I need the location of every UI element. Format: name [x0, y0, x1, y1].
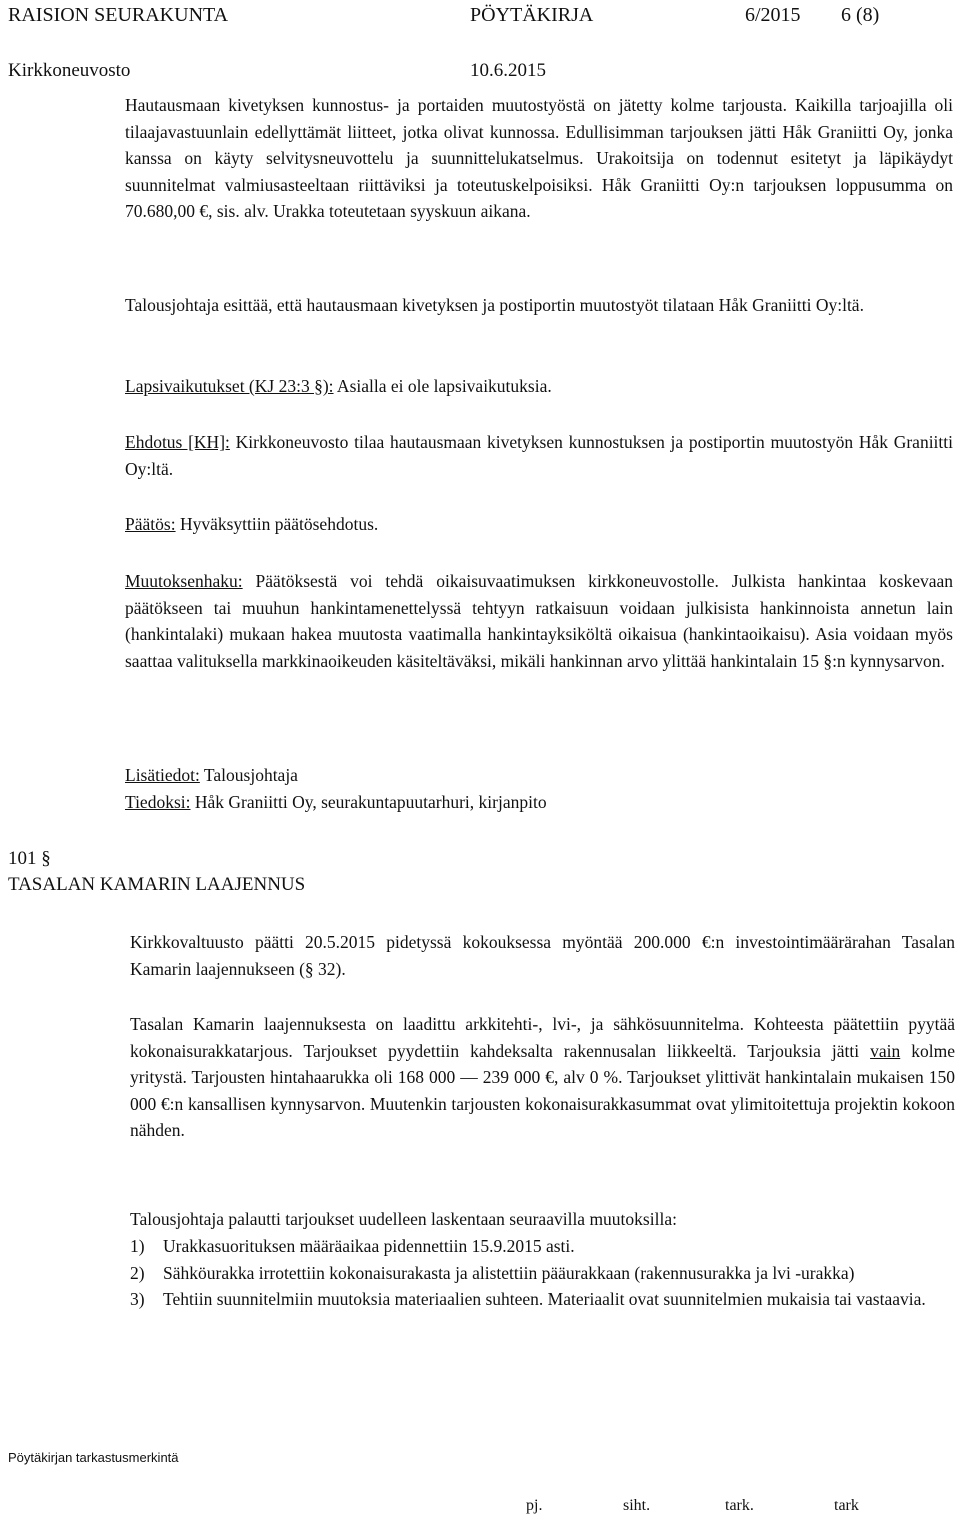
changes-list: [130, 1233, 955, 1313]
tender-results-emphasis: vain: [870, 1040, 901, 1061]
governing-body: Kirkkoneuvosto: [8, 60, 131, 81]
section-number: 101 §: [8, 848, 51, 869]
signature-chair: pj.: [526, 1497, 543, 1514]
info-text: Talousjohtaja: [199, 765, 298, 785]
meeting-number: 6/2015: [745, 4, 801, 26]
proposal-paragraph: [125, 429, 953, 482]
notify-label: Tiedoksi:: [125, 792, 191, 812]
list-item: [130, 1233, 955, 1260]
list-item-number: 3): [130, 1289, 145, 1309]
list-item-number: 1): [130, 1236, 145, 1256]
appeal-paragraph: [125, 568, 953, 674]
tender-results-text-b: kolme yritystä. Tarjousten hintahaarukka oli 168 000 — 239 000 €, alv 0 %. Tarjoukset ylittivät hankintalain mukaisen 150 000 €:n kansallisen kynnysarvon. Muutenkin tarjousten kokonaisurakkasummat ovat ylimitoitettuja projektin kokoon nähden.: [130, 1040, 955, 1140]
paragraph-changes-intro: Talousjohtaja palautti tarjoukset uudelleen laskentaan seuraavilla muutoksilla:: [130, 1209, 677, 1229]
paragraph-tenders: Hautausmaan kivetyksen kunnostus- ja portaiden muutostyöstä on jätetty kolme tarjousta. Kaikilla tarjoajilla oli tilaajavastuunlain edellyttämät liitteet, jotka olivat kunnossa. Edullisimman tarjouksen jätti Håk Graniitti Oy, jonka kanssa on käyty selvitysneuvottelu ja suunnittelukatselmus. Urakoitsija on todennut esitetyt ja läpikäydyt suunnitelmat valmiusasteeltaan riittäviksi ja toteutuskelpoisiksi. Håk Graniitti Oy:n tarjouksen loppusumma on 70.680,00 €, sis. alv. Urakka toteutetaan syyskuun aikana.: [125, 95, 953, 221]
info-line: [125, 762, 953, 789]
list-item-text: Urakkasuorituksen määräaikaa pidennettiin 15.9.2015 asti.: [163, 1236, 575, 1256]
info-label: Lisätiedot:: [125, 765, 200, 785]
section-title: TASALAN KAMARIN LAAJENNUS: [8, 874, 306, 895]
list-item-text: Sähköurakka irrotettiin kokonaisurakasta ja alistettiin pääurakkaan (rakennusurakka ja lvi -urakka): [163, 1262, 855, 1283]
paragraph-tender-results: [130, 1011, 955, 1144]
signature-reviewer-2: tark: [834, 1497, 859, 1514]
appeal-label: Muutoksenhaku:: [125, 571, 243, 591]
notify-line: [125, 789, 953, 816]
paragraph-budget: Kirkkovaltuusto päätti 20.5.2015 pidetyssä kokouksessa myöntää 200.000 €:n investointimäärärahan Tasalan Kamarin laajennukseen (§ 32).: [130, 932, 955, 979]
decision-line: [125, 511, 953, 538]
decision-text: Hyväksyttiin päätösehdotus.: [175, 514, 379, 534]
list-item-text: Tehtiin suunnitelmiin muutoksia materiaalien suhteen. Materiaalit ovat suunnitelmien mukaisia tai vastaavia.: [163, 1289, 926, 1309]
meeting-date: 10.6.2015: [470, 60, 546, 81]
proposal-text: Kirkkoneuvosto tilaa hautausmaan kivetyksen kunnostuksen ja postiportin muutostyön Håk Graniitti Oy:ltä.: [125, 432, 954, 479]
review-mark-label: Pöytäkirjan tarkastusmerkintä: [8, 1450, 179, 1465]
tender-results-text-a: Tasalan Kamarin laajennuksesta on laadittu arkkitehti-, lvi-, ja sähkösuunnitelma. Kohteesta päätettiin pyytää kokonaisurakkatarjous. Tarjoukset pyydettiin kahdeksalta rakennusalan liikkeeltä. Tarjouksia jätti: [130, 1014, 955, 1061]
child-impact-line: [125, 373, 953, 400]
proposal-label: Ehdotus [KH]:: [125, 432, 230, 452]
signature-secretary: siht.: [623, 1497, 651, 1514]
page-number: 6 (8): [841, 4, 880, 26]
organization-name: RAISION SEURAKUNTA: [8, 4, 229, 26]
child-impact-label: Lapsivaikutukset (KJ 23:3 §):: [125, 376, 334, 396]
decision-label: Päätös:: [125, 514, 176, 534]
document-type: PÖYTÄKIRJA: [470, 4, 594, 26]
signature-reviewer-1: tark.: [725, 1497, 754, 1514]
list-item: [130, 1260, 955, 1287]
list-item-number: 2): [130, 1262, 145, 1283]
appeal-text: Päätöksestä voi tehdä oikaisuvaatimuksen kirkkoneuvostolle. Julkista hankintaa koskevaan päätökseen tai muuhun hankintamenettelyssä tehtyyn ratkaisuun voidaan julkisista hankinnoista annetun lain (hankintalaki) mukaan hakea muutosta vaatimalla hankintayksiköltä oikaisua (hankintaoikaisu). Asia voidaan myös saattaa valituksella markkinaoikeuden käsiteltäväksi, mikäli hankinnan arvo ylittää hankintalain 15 §:n kynnysarvon.: [125, 571, 953, 671]
paragraph-cfo-proposal: Talousjohtaja esittää, että hautausmaan kivetyksen ja postiportin muutostyöt tilataan Håk Graniitti Oy:ltä.: [125, 295, 864, 315]
child-impact-text: Asialla ei ole lapsivaikutuksia.: [333, 376, 552, 396]
list-item: [130, 1286, 955, 1313]
notify-text: Håk Graniitti Oy, seurakuntapuutarhuri, kirjanpito: [190, 792, 547, 812]
